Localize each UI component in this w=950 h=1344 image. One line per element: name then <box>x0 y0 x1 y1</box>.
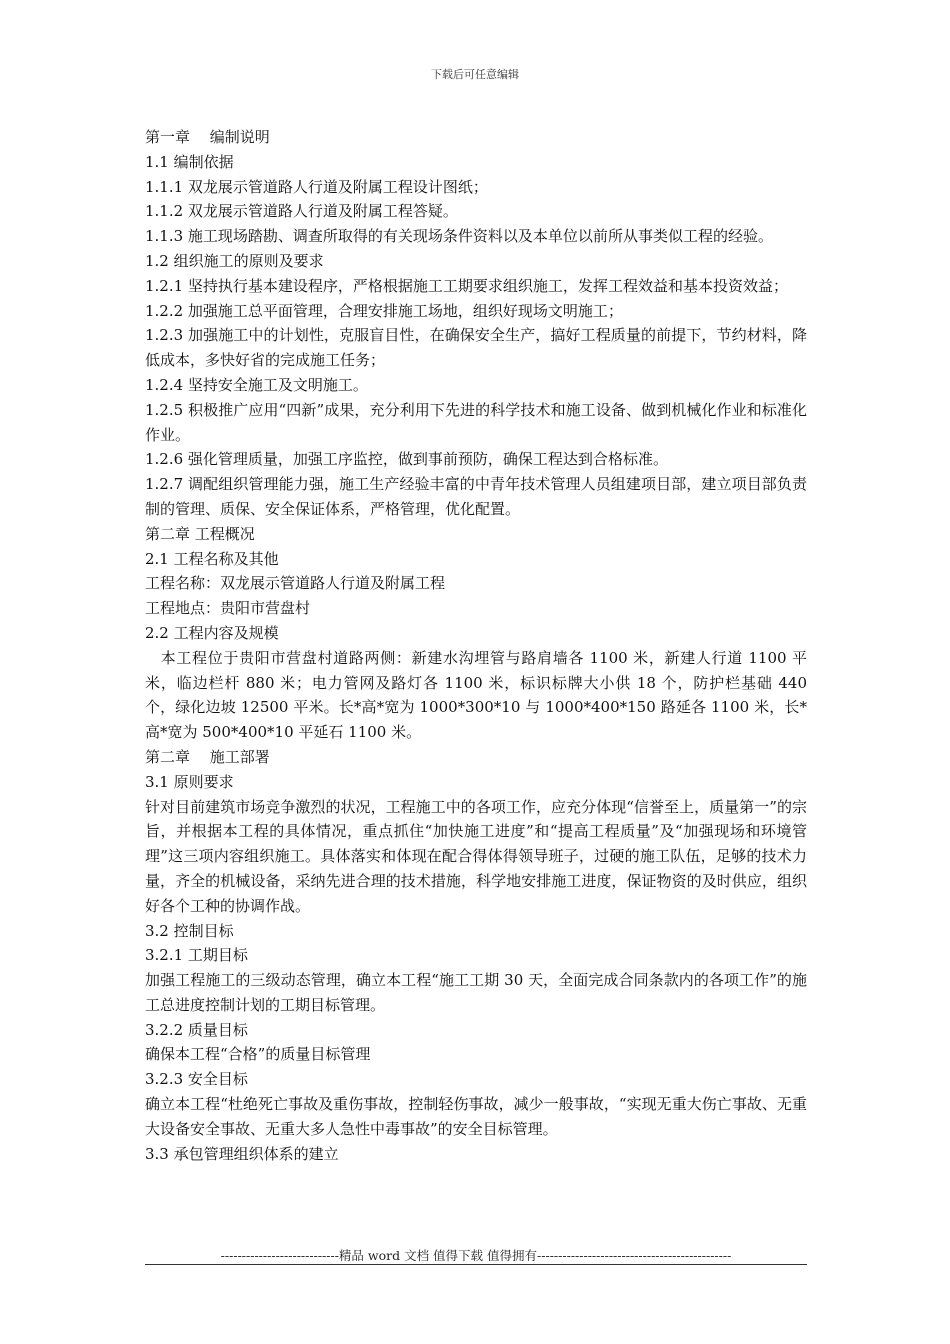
paragraph: 确立本工程“杜绝死亡事故及重伤事故，控制轻伤事故，减少一般事故，“实现无重大伤亡事故、无重大设备安全事故、无重大多人急性中毒事故”的安全目标管理。 <box>145 1095 807 1138</box>
paragraph: 1.2.3 加强施工中的计划性，克服盲目性，在确保安全生产，搞好工程质量的前提下，节约材料，降低成本，多快好省的完成施工任务； <box>145 326 807 370</box>
paragraph: 1.2.2 加强施工总平面管理，合理安排施工场地，组织好现场文明施工； <box>145 301 623 320</box>
footer-rule <box>145 1264 807 1265</box>
paragraph: 工程名称：双龙展示管道路人行道及附属工程 <box>145 574 446 593</box>
paragraph: 1.1.1 双龙展示管道路人行道及附属工程设计图纸； <box>145 177 488 196</box>
section-heading: 1.1 编制依据 <box>145 152 234 171</box>
subsection-heading: 3.2.3 安全目标 <box>145 1070 248 1089</box>
chapter-2-heading: 第二章 工程概况 <box>145 524 255 543</box>
section-heading: 2.1 工程名称及其他 <box>145 549 279 568</box>
paragraph: 1.2.4 坚持安全施工及文明施工。 <box>145 375 368 394</box>
section-heading: 3.1 原则要求 <box>145 772 234 791</box>
chapter-3-heading: 第二章 施工部署 <box>145 747 270 766</box>
section-heading: 1.2 组织施工的原则及要求 <box>145 251 324 270</box>
subsection-heading: 3.2.2 质量目标 <box>145 1020 248 1039</box>
section-heading: 2.2 工程内容及规模 <box>145 623 279 642</box>
subsection-heading: 3.2.1 工期目标 <box>145 946 248 965</box>
paragraph: 1.1.2 双龙展示管道路人行道及附属工程答疑。 <box>145 202 458 221</box>
section-heading: 3.2 控制目标 <box>145 921 234 940</box>
paragraph: 工程地点：贵阳市营盘村 <box>145 599 311 618</box>
page-header: 下载后可任意编辑 <box>431 68 519 81</box>
paragraph: 1.1.3 施工现场踏勘、调查所取得的有关现场条件资料以及本单位以前所从事类似工程的经验。 <box>145 227 773 246</box>
paragraph: 确保本工程“合格”的质量目标管理 <box>145 1045 371 1064</box>
chapter-1-heading: 第一章 编制说明 <box>145 128 270 146</box>
paragraph: 1.2.5 积极推广应用“四新”成果，充分利用下先进的科学技术和施工设备、做到机械化作业和标准化作业。 <box>145 400 807 444</box>
paragraph: 针对目前建筑市场竞争激烈的状况，工程施工中的各项工作，应充分体现“信誉至上，质量第一”的宗旨，并根据本工程的具体情况，重点抓住“加快施工进度”和“提高工程质量”及“加强现场和环境管理”这三项内容组织施工。具体落实和体现在配合得体得领导班子，过硬的施工队伍，足够的技术力量，齐全的机械设备，采纳先进合理的技术措施，科学地安排施工进度，保证物资的及时供应，组织好各个工种的协调作战。 <box>145 797 807 915</box>
page-footer: ----------------------------精品 word 文档 值得下载 值得拥有---------------------------------------------- <box>220 1248 732 1263</box>
paragraph: 1.2.6 强化管理质量，加强工序监控，做到事前预防，确保工程达到合格标准。 <box>145 450 668 469</box>
paragraph: 加强工程施工的三级动态管理，确立本工程“施工工期 30 天，全面完成合同条款内的各项工作”的施工总进度控制计划的工期目标管理。 <box>145 971 807 1014</box>
paragraph: 1.2.7 调配组织管理能力强，施工生产经验丰富的中青年技术管理人员组建项目部，建立项目部负责制的管理、质保、安全保证体系，严格管理，优化配置。 <box>145 475 807 518</box>
section-heading: 3.3 承包管理组织体系的建立 <box>145 1144 339 1163</box>
paragraph: 1.2.1 坚持执行基本建设程序，严格根据施工工期要求组织施工，发挥工程效益和基本投资效益； <box>145 276 788 295</box>
paragraph: 本工程位于贵阳市营盘村道路两侧：新建水沟埋管与路肩墙各 1100 米，新建人行道 1100 平米，临边栏杆 880 米；电力管网及路灯各 1100 米，标识标牌大小供 18 个，防护栏基础 440 个，绿化边坡 12500 平米。长*高*宽为 1000*300*10 与 1000*400*150 路延各 1100 米，长*高*宽为 500*400*10 平延石 1100 米。 <box>145 648 807 742</box>
document-body <box>145 125 807 1166</box>
